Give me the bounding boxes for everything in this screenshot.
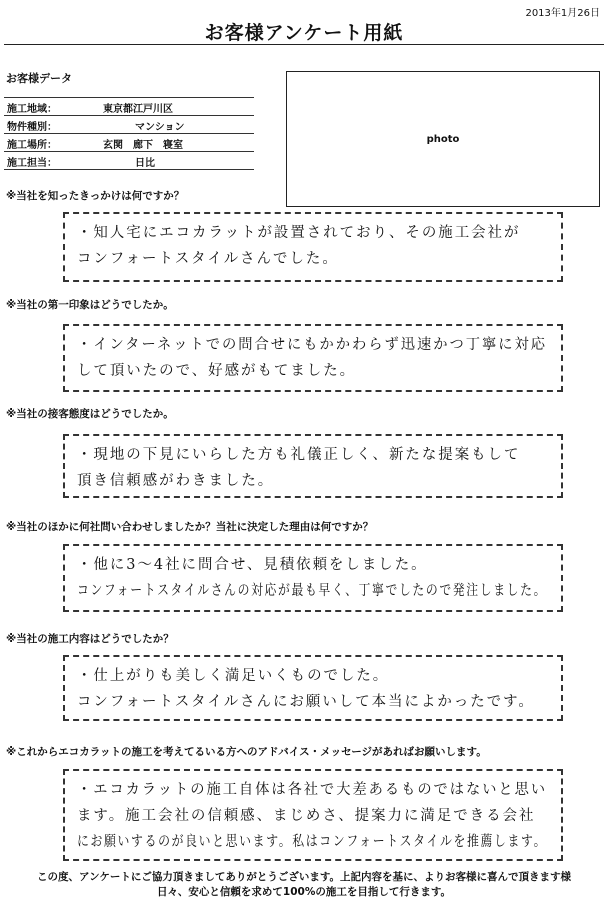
photo-placeholder — [286, 71, 600, 207]
question-1: ※当社を知ったきっかけは何ですか？ — [6, 190, 185, 202]
footer-line-2: 日々、安心と信頼を求めて100%の施工を目指して行きます。 — [156, 886, 452, 898]
answer-line: して頂いたので、好感がもてました。 — [77, 363, 357, 379]
answer-box-4 — [63, 544, 563, 612]
row-label: 施工担当： — [7, 158, 57, 169]
question-4: ※当社のほかに何社問い合わせしましたか？当社に決定した理由は何ですか？ — [6, 521, 374, 533]
question-2: ※当社の第一印象はどうでしたか。 — [6, 299, 174, 311]
answer-line: コンフォートスタイルさんの対応が最も早く、丁寧でしたので発注しました。 — [77, 583, 548, 599]
title-underline — [4, 44, 604, 45]
answer-line: ・エコカラットの施工自体は各社で大差あるものではないと思い — [77, 782, 548, 798]
row-value: 玄関 廊下 寝室 — [103, 140, 183, 151]
question-3: ※当社の接客態度はどうでしたか。 — [6, 408, 174, 420]
customer-row-location — [4, 134, 254, 152]
answer-line: コンフォートスタイルさんにお願いして本当によかったです。 — [77, 694, 535, 710]
footer-line-1: この度、アンケートにご協力頂きましてありがとうございます。上記内容を基に、よりお客様に喜んで頂きます様 — [36, 871, 572, 883]
page-title: お客様アンケート用紙 — [204, 22, 404, 44]
row-label: 施工場所： — [7, 140, 57, 151]
row-label: 施工地域： — [7, 104, 57, 115]
answer-box-3 — [63, 434, 563, 498]
row-value: 東京都江戸川区 — [103, 104, 173, 115]
answer-line: ます。施工会社の信頼感、まじめさ、提案力に満足できる会社 — [77, 808, 536, 824]
answer-line: 頂き信頼感がわきました。 — [77, 473, 275, 489]
answer-line: コンフォートスタイルさんでした。 — [77, 251, 339, 267]
answer-line: ・現地の下見にいらした方も礼儀正しく、新たな提案もして — [77, 447, 521, 463]
customer-row-staff — [4, 152, 254, 170]
customer-data-table — [4, 97, 254, 170]
answer-box-1 — [63, 212, 563, 282]
customer-data-heading: お客様データ — [6, 72, 72, 85]
question-5: ※当社の施工内容はどうでしたか？ — [6, 633, 174, 645]
answer-line: ・知人宅にエコカラットが設置されており、その施工会社が — [77, 225, 521, 241]
answer-box-6 — [63, 769, 563, 861]
question-6: ※これからエコカラットの施工を考えてるいる方へのアドバイス・メッセージがあればお願いします。 — [6, 746, 487, 758]
answer-line: ・他に3～4社に問合せ、見積依頼をしました。 — [77, 557, 428, 573]
answer-line: にお願いするのが良いと思います。私はコンフォートスタイルを推薦します。 — [77, 834, 548, 850]
photo-label: photo — [426, 133, 460, 145]
customer-row-area — [4, 98, 254, 116]
survey-date: 2013年1月26日 — [525, 8, 600, 19]
row-value: マンション — [135, 122, 185, 133]
answer-box-2 — [63, 324, 563, 392]
answer-line: ・インターネットでの問合せにもかかわらず迅速かつ丁寧に対応 — [77, 337, 548, 353]
customer-row-property-type — [4, 116, 254, 134]
row-value: 日比 — [135, 158, 155, 169]
answer-line: ・仕上がりも美しく満足いくものでした。 — [77, 668, 390, 684]
row-label: 物件種別： — [7, 122, 57, 133]
answer-box-5 — [63, 655, 563, 721]
